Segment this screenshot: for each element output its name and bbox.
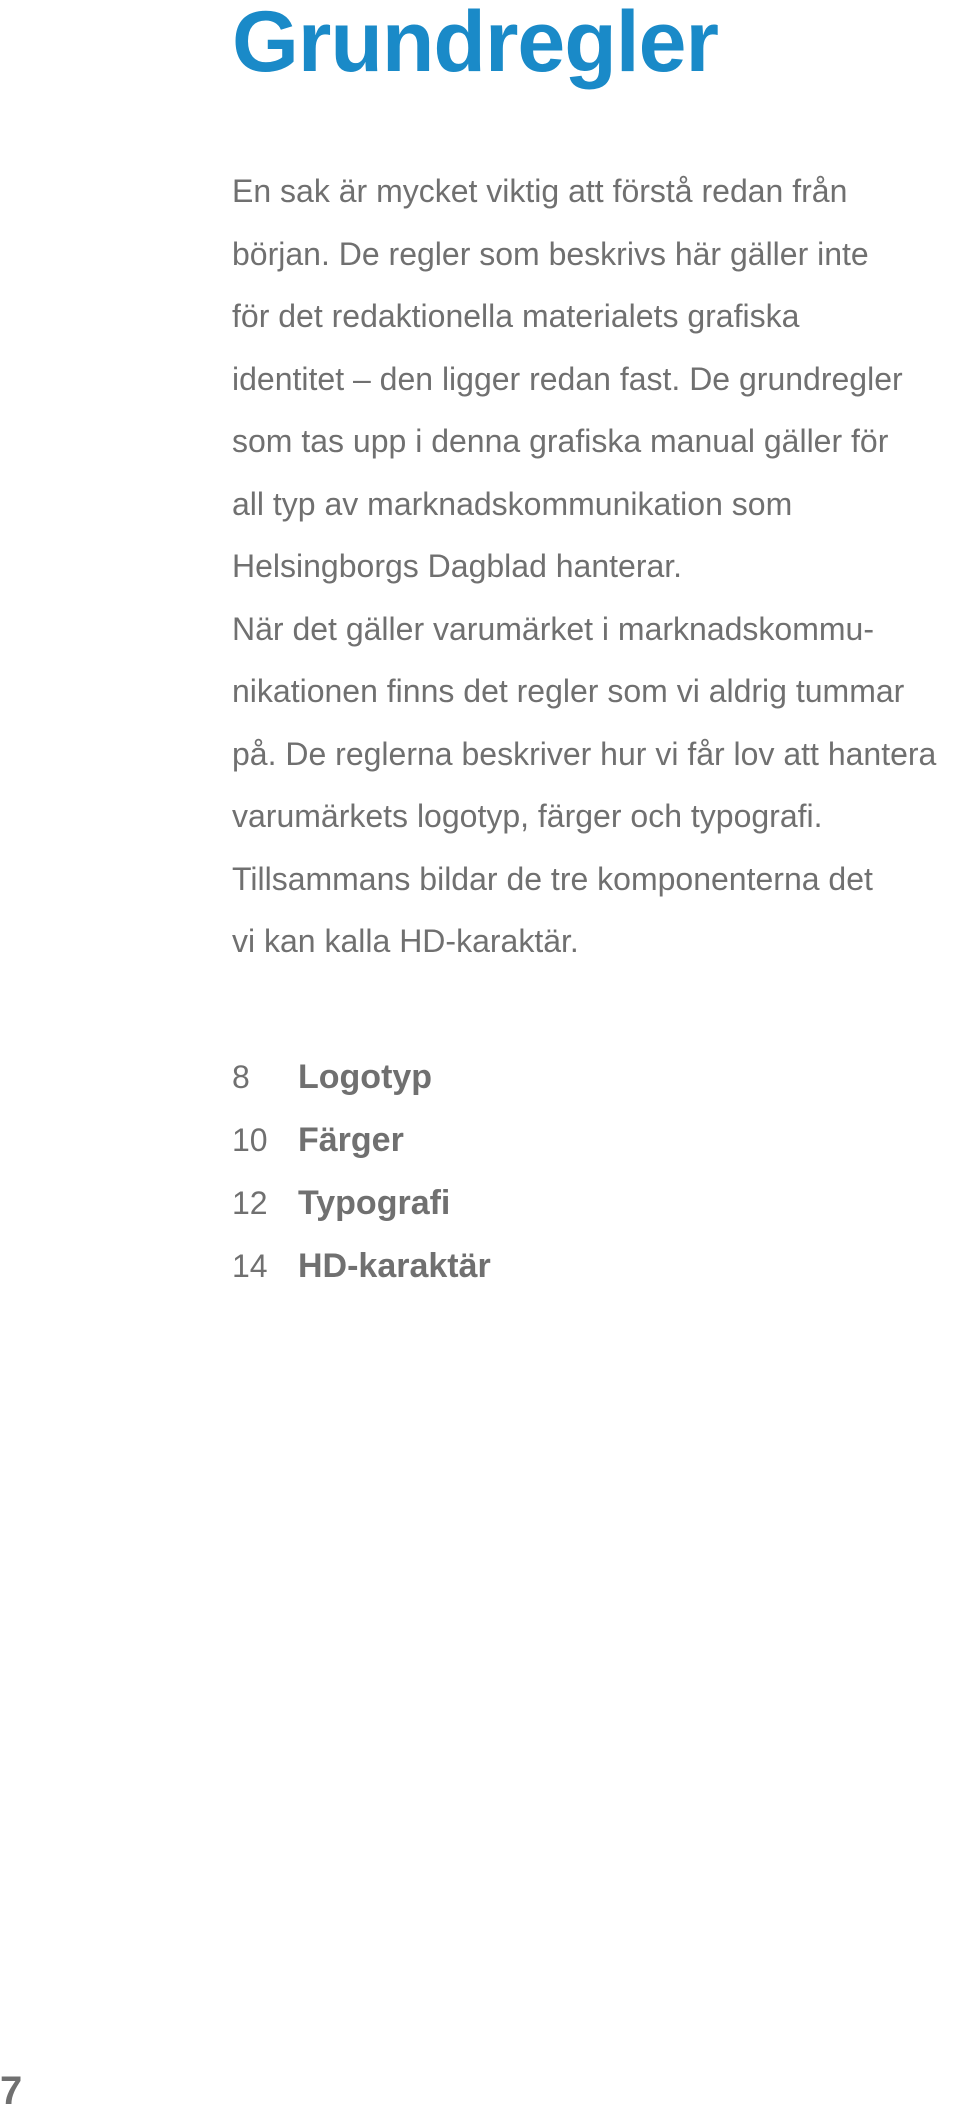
toc-label: Färger: [298, 1121, 404, 1159]
toc-item-logotyp[interactable]: [232, 1046, 491, 1109]
body-line: Tillsammans bildar de tre komponenterna det: [232, 860, 873, 897]
body-line: En sak är mycket viktig att förstå redan från: [232, 173, 848, 209]
toc-page-number: 10: [232, 1122, 268, 1158]
toc-item-farger[interactable]: [232, 1109, 491, 1172]
table-of-contents: [232, 1046, 491, 1298]
page-title: Grundregler: [232, 0, 718, 90]
body-line: som tas upp i denna grafiska manual gäller för: [232, 423, 889, 459]
toc-page-number: 12: [232, 1185, 268, 1221]
toc-item-typografi[interactable]: [232, 1172, 491, 1235]
body-line: vi kan kalla HD-karaktär.: [232, 923, 579, 959]
body-line: identitet – den ligger redan fast. De grundregler: [232, 360, 903, 397]
body-line: för det redaktionella materialets grafiska: [232, 298, 800, 334]
toc-label: Logotyp: [298, 1058, 433, 1096]
page-number: 7: [0, 2069, 23, 2113]
toc-page-number: 8: [232, 1059, 250, 1095]
body-line: början. De regler som beskrivs här gäller inte: [232, 235, 869, 272]
toc-label: Typografi: [298, 1184, 451, 1222]
intro-paragraph: [232, 160, 952, 973]
toc-page-number: 14: [232, 1248, 268, 1284]
body-line: Helsingborgs Dagblad hanterar.: [232, 548, 683, 584]
body-line: på. De reglerna beskriver hur vi får lov att hantera: [232, 735, 937, 772]
body-line: all typ av marknadskommunikation som: [232, 485, 793, 522]
body-line: När det gäller varumärket i marknadskommu-: [232, 610, 874, 647]
toc-label: HD-karaktär: [298, 1247, 491, 1285]
body-line: varumärkets logotyp, färger och typografi.: [232, 798, 823, 834]
body-line: nikationen finns det regler som vi aldrig tummar: [232, 673, 905, 709]
toc-item-hd-karaktar[interactable]: [232, 1235, 491, 1298]
